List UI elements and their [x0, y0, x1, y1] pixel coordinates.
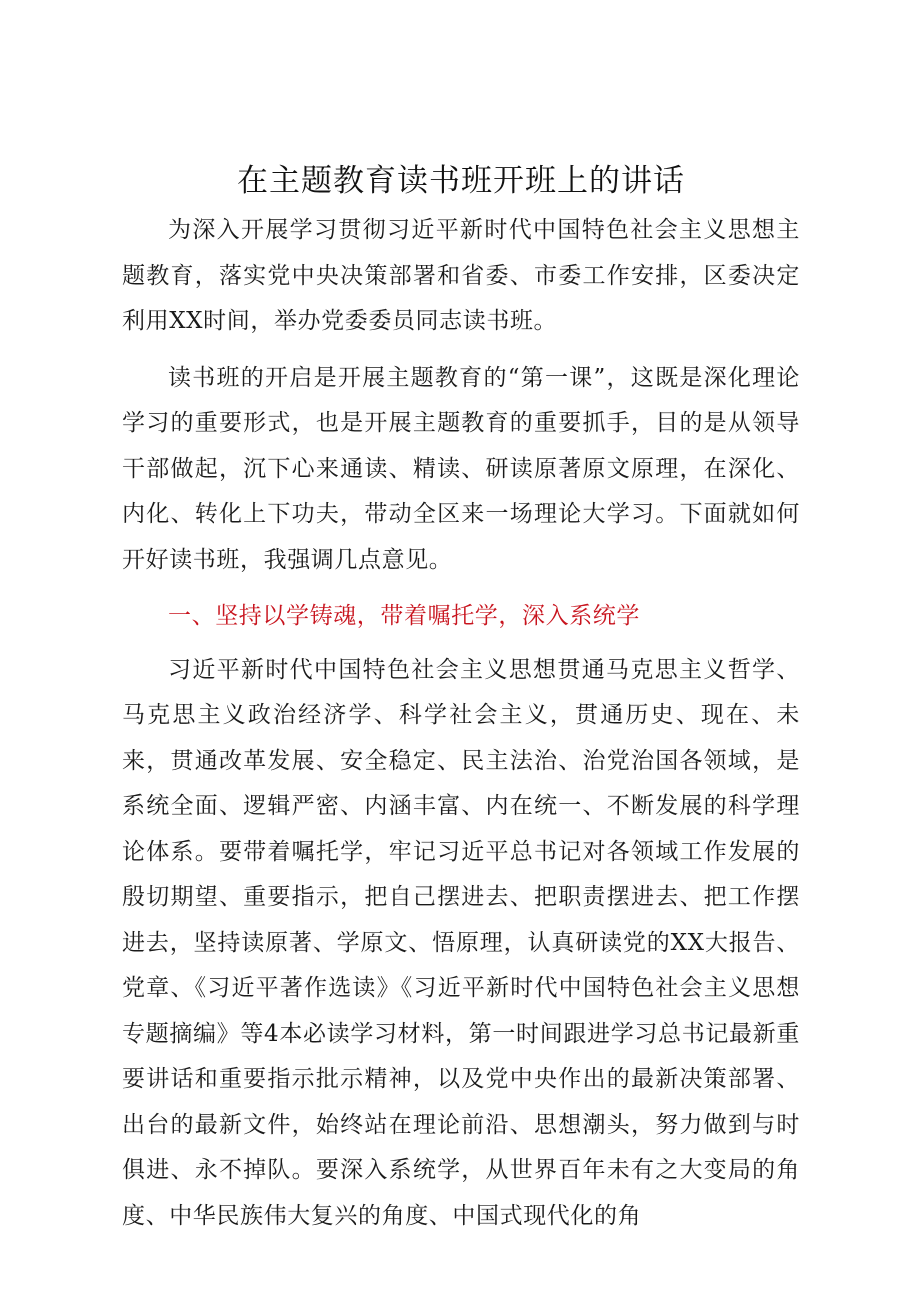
document-page: [122, 158, 800, 1250]
document-title: 在主题教育读书班开班上的讲话: [237, 163, 685, 199]
section-1-body: 习近平新时代中国特色社会主义思想贯通马克思主义哲学、马克思主义政治经济学、科学社会主义，贯通历史、现在、未来，贯通改革发展、安全稳定、民主法治、治党治国各领域，是系统全面、逻辑严密、内涵丰富、内在统一、不断发展的科学理论体系。要带着嘱托学，牢记习近平总书记对各领域工作发展的殷切期望、重要指示，把自己摆进去、把职责摆进去、把工作摆进去，坚持读原著、学原文、悟原理，认真研读党的XX大报告、党章、《习近平著作选读》《习近平新时代中国特色社会主义思想专题摘编》等4本必读学习材料，第一时间跟进学习总书记最新重要讲话和重要指示批示精神，以及党中央作出的最新决策部署、出台的最新文件，始终站在理论前沿、思想潮头，努力做到与时俱进、永不掉队。要深入系统学，从世界百年未有之大变局的角度、中华民族伟大复兴的角度、中国式现代化的角: [122, 656, 800, 1229]
intro-paragraph: 为深入开展学习贯彻习近平新时代中国特色社会主义思想主题教育，落实党中央决策部署和省委、市委工作安排，区委决定利用XX时间，举办党委委员同志读书班。: [122, 217, 800, 334]
section-1-heading: 一、坚持以学铸魂，带着嘱托学，深入系统学: [168, 603, 640, 629]
purpose-paragraph: 读书班的开启是开展主题教育的“第一课”，这既是深化理论学习的重要形式，也是开展主题教育的重要抓手，目的是从领导干部做起，沉下心来通读、精读、研读原著原文原理，在深化、内化、转化上下功夫，带动全区来一场理论大学习。下面就如何开好读书班，我强调几点意见。: [122, 364, 800, 573]
